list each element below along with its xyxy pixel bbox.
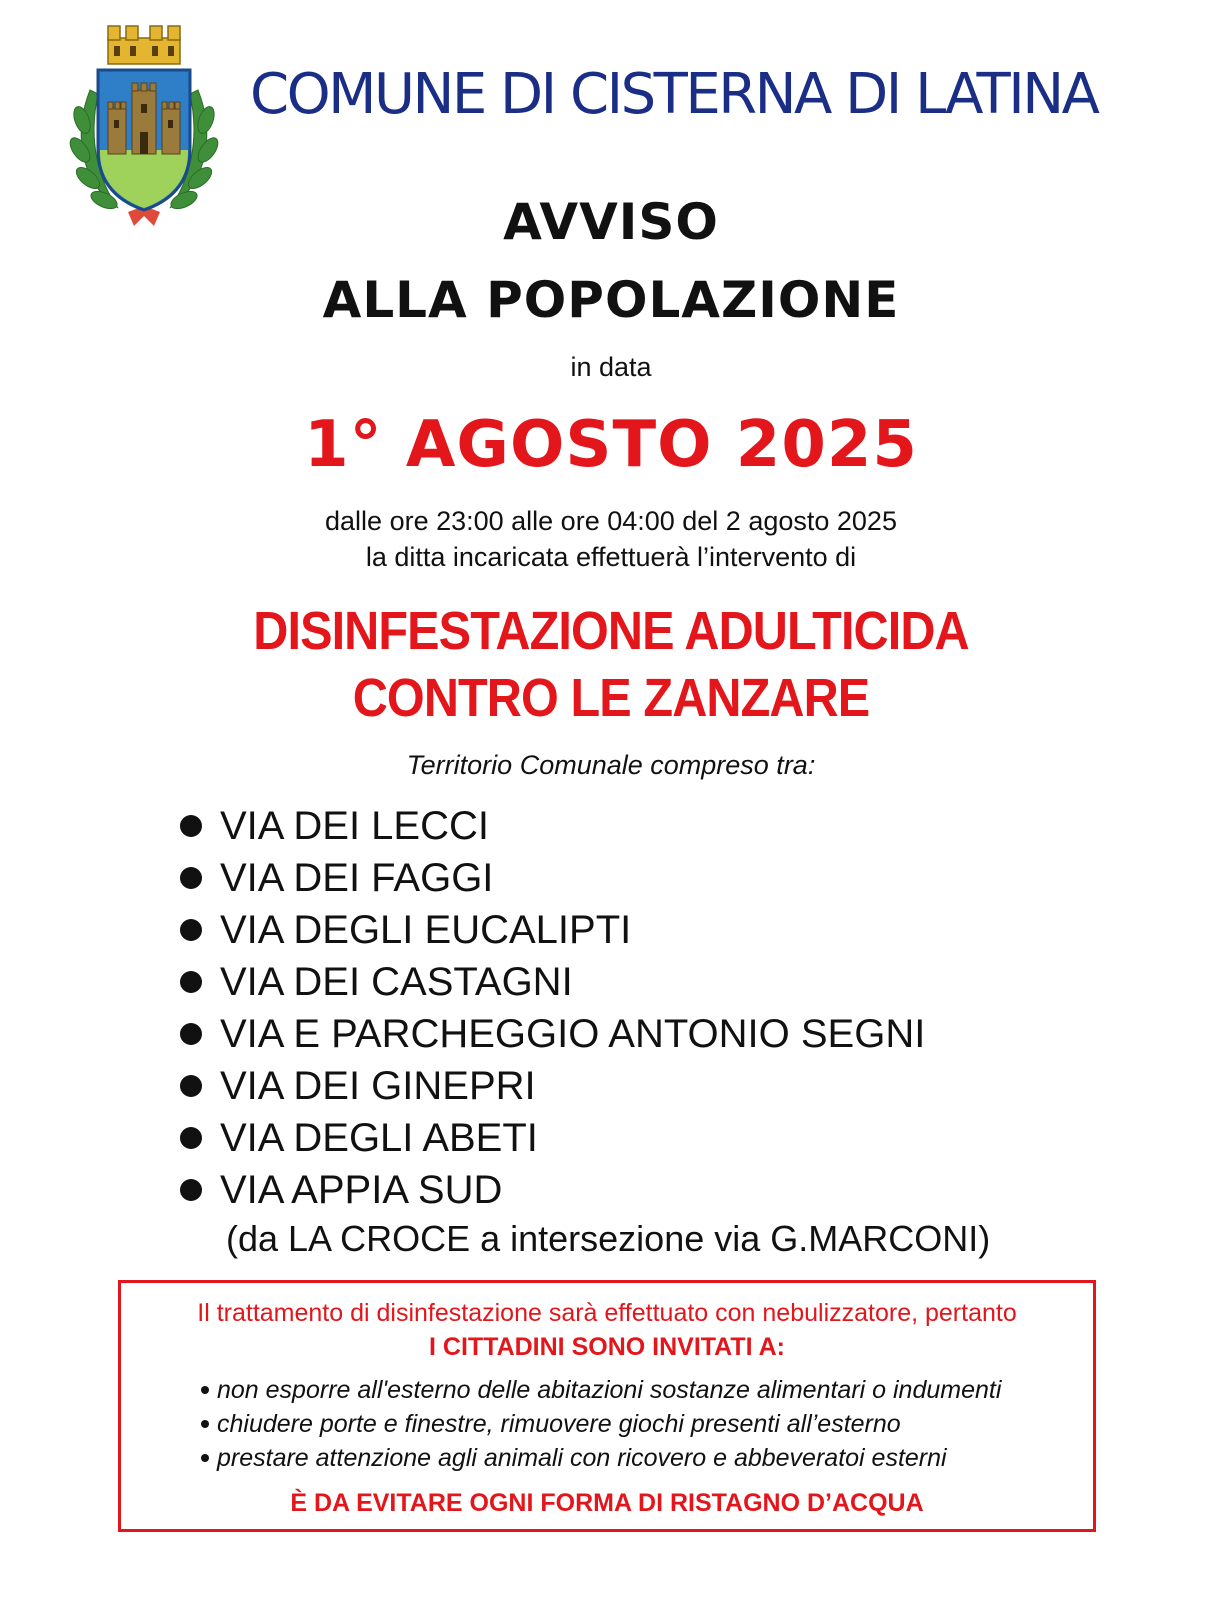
street-note: (da LA CROCE a intersezione via G.MARCONI) [226,1218,991,1259]
notice-date: 1° AGOSTO 2025 [304,408,918,482]
street-item [180,904,631,956]
street-name: VIA DEI GINEPRI [220,1063,536,1108]
warning-heading: I CITTADINI SONO INVITATI A: [429,1333,785,1361]
bullet-icon [180,1179,202,1201]
street-name: VIA APPIA SUD [220,1167,503,1212]
territory-label: Territorio Comunale compreso tra: [406,750,816,780]
bullet-icon [180,971,202,993]
bullet-icon [201,1386,209,1394]
rule-item [201,1407,901,1441]
street-item [180,1112,538,1164]
street-item [180,1008,925,1060]
rule-item [201,1373,1001,1407]
street-name: VIA DEI CASTAGNI [220,959,573,1004]
bullet-icon [180,919,202,941]
street-name: VIA E PARCHEGGIO ANTONIO SEGNI [220,1011,926,1056]
date-intro: in data [570,352,652,382]
warning-box [118,1280,1096,1532]
treatment-title-line-1: DISINFESTAZIONE ADULTICIDA [253,601,969,661]
warning-intro: Il trattamento di disinfestazione sarà effettuato con nebulizzatore, pertanto [197,1299,1017,1327]
bullet-icon [180,1127,202,1149]
bullet-icon [180,867,202,889]
street-name: VIA DEI FAGGI [220,855,494,900]
bullet-icon [201,1454,209,1462]
bullet-icon [180,1023,202,1045]
rule-text: non esporre all'esterno delle abitazioni sostanze alimentari o indumenti [217,1375,1002,1404]
bullet-icon [201,1420,209,1428]
street-item [180,852,493,904]
street-item [180,1060,536,1112]
notice-title [0,190,1222,332]
treatment-title-line-2: CONTRO LE ZANZARE [352,668,870,728]
contractor-text: la ditta incaricata effettuerà l’intervento di [365,542,857,572]
rule-item [201,1441,947,1475]
street-item [180,956,573,1008]
street-item [180,1164,502,1216]
street-name: VIA DEI LECCI [220,803,489,848]
notice-title-line-1: AVVISO [503,193,719,251]
warning-footer: È DA EVITARE OGNI FORMA DI RISTAGNO D’ACQUA [290,1489,924,1517]
bullet-icon [180,815,202,837]
rule-text: prestare attenzione agli animali con ricovero e abbeveratoi esterni [217,1443,947,1472]
street-name: VIA DEGLI EUCALIPTI [220,907,632,952]
bullet-icon [180,1075,202,1097]
time-range-text: dalle ore 23:00 alle ore 04:00 del 2 agosto 2025 [325,506,897,536]
notice-title-line-2: ALLA POPOLAZIONE [322,271,900,329]
street-name: VIA DEGLI ABETI [220,1115,538,1160]
rule-text: chiudere porte e finestre, rimuovere giochi presenti all’esterno [217,1409,901,1438]
town-title: COMUNE DI CISTERNA DI LATINA [250,62,1098,127]
street-item [180,800,489,852]
